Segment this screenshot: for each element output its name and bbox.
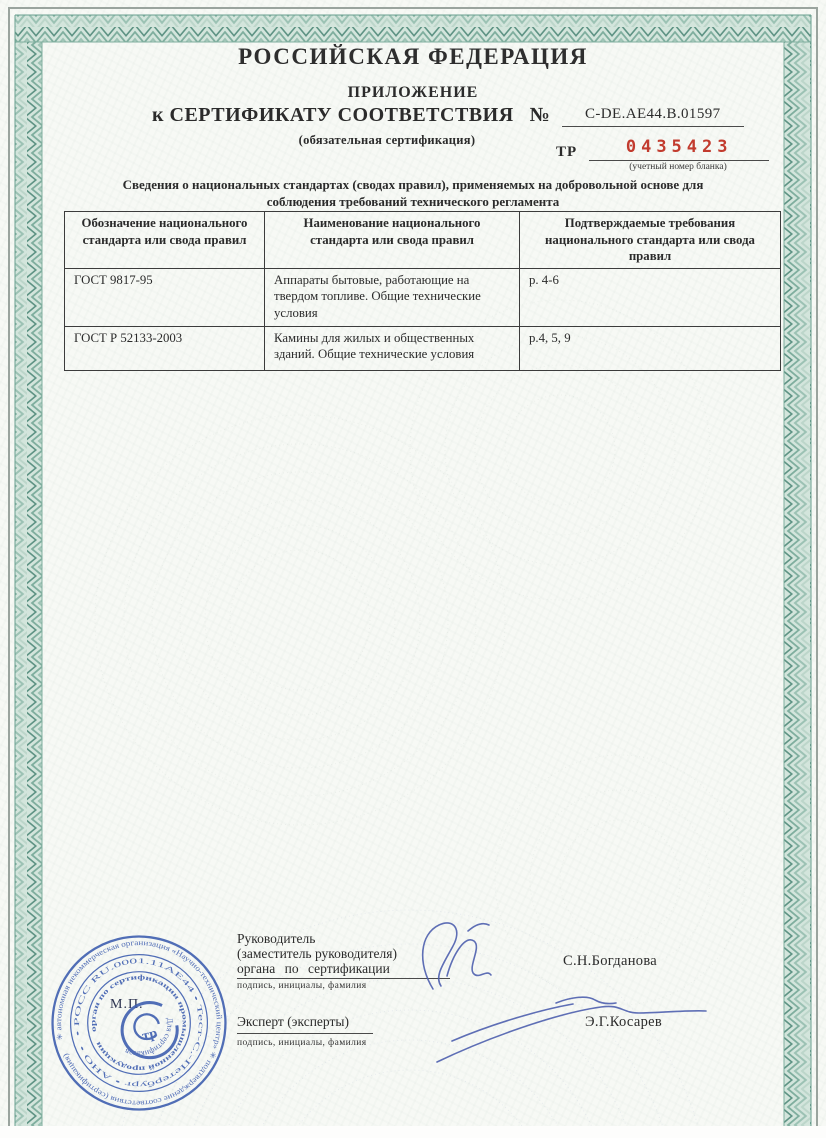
stamp-outer-circle	[34, 918, 244, 1128]
seal-place-mark: М.П.	[110, 997, 144, 1012]
head-title-line2: (заместитель руководителя)	[237, 946, 397, 961]
header-requirements: Подтверждаемые требования национального стандарта или свода правил	[520, 212, 781, 269]
table-row	[65, 326, 781, 370]
cell-requirements: р. 4-6	[520, 268, 781, 326]
expert-signature-title: Эксперт (эксперты)	[237, 1014, 373, 1034]
blank-number: 0435423	[589, 137, 769, 161]
head-title-line1: Руководитель	[237, 931, 316, 946]
head-title-line3: органа по сертификации	[237, 961, 450, 979]
stamp-monogram-letters: тр	[140, 1025, 159, 1045]
header-name: Наименование национального стандарта или свода правил	[265, 212, 520, 269]
certificate-title: к СЕРТИФИКАТУ СООТВЕТСТВИЯ	[152, 104, 514, 126]
stamp-outer-ring-text: ✳ автономная некоммерческая организация «Научно-технический центр» ✳ подтверждение соответствия (сертификация)	[54, 938, 224, 1108]
certificate-number: C-DE.AE44.B.01597	[562, 106, 744, 127]
stamp-purpose-text: Для сертификатов	[123, 1017, 175, 1059]
cell-name: Камины для жилых и общественных зданий. Общие технические условия	[265, 326, 520, 370]
certificate-title-line	[152, 104, 744, 127]
number-sign: №	[529, 104, 550, 126]
stamp-inner-ring-text: орган по сертификации промышленной продукции	[90, 974, 188, 1072]
certification-kind: (обязательная сертификация)	[298, 133, 476, 147]
head-signature-title	[237, 931, 450, 979]
intro-text: Сведения о национальных стандартах (сводах правил), применяемых на добровольной основе для соблюдения требований технического регламента	[122, 177, 704, 209]
cell-requirements: р.4, 5, 9	[520, 326, 781, 370]
country-title: РОССИЙСКАЯ ФЕДЕРАЦИЯ	[238, 44, 588, 69]
expert-signer-name: Э.Г.Косарев	[585, 1014, 663, 1030]
blank-number-line	[556, 137, 769, 161]
expert-signature-caption: подпись, инициалы, фамилия	[237, 1038, 367, 1048]
blank-number-caption: (учетный номер бланка)	[629, 162, 727, 172]
table-row	[65, 268, 781, 326]
head-signature-caption: подпись, инициалы, фамилия	[237, 981, 367, 991]
header-designation: Обозначение национального стандарта или свода правил	[65, 212, 265, 269]
stamp-middle-ring-text: • РОСС RU.0001.11АЕ44 • Тест-С.-Петербург • АНО •	[73, 957, 205, 1089]
document-type-title: ПРИЛОЖЕНИЕ	[347, 84, 479, 101]
cell-name: Аппараты бытовые, работающие на твердом топливе. Общие технические условия	[265, 268, 520, 326]
cell-designation: ГОСТ 9817-95	[65, 268, 265, 326]
table-header-row	[65, 212, 781, 269]
tr-label: ТР	[556, 144, 578, 160]
standards-table	[64, 211, 781, 371]
cell-designation: ГОСТ Р 52133-2003	[65, 326, 265, 370]
head-signer-name: С.Н.Богданова	[563, 953, 658, 969]
